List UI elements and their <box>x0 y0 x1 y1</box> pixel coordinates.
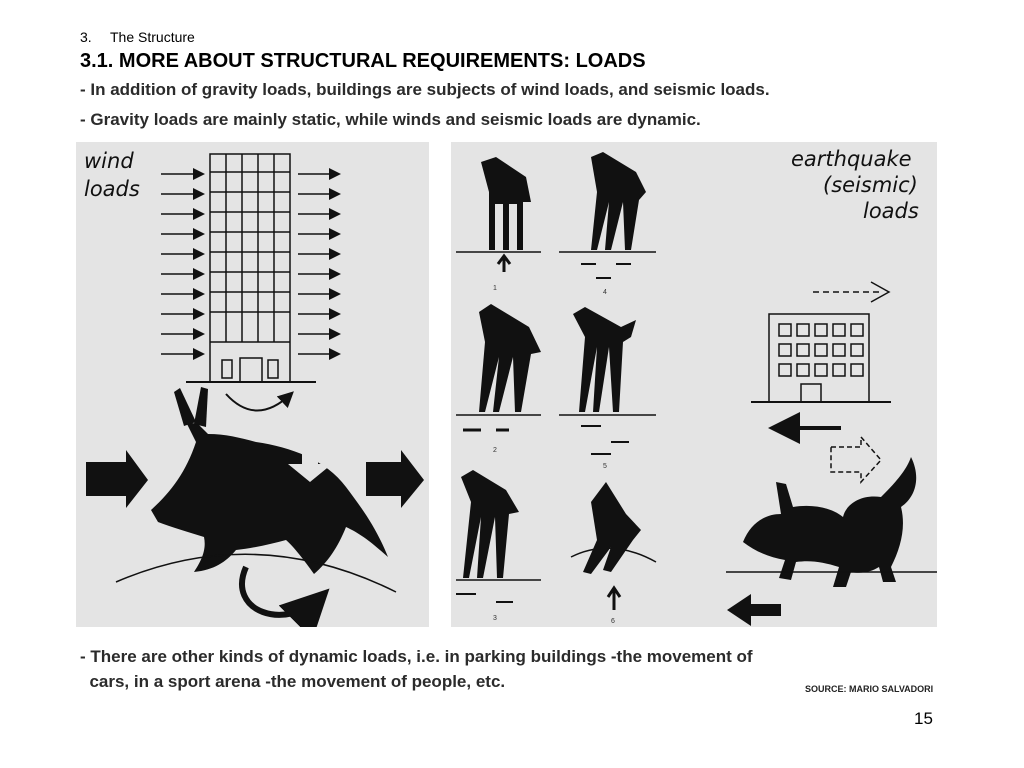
wind-push-arrow-left <box>86 450 148 508</box>
rotation-arrow <box>242 567 321 615</box>
page-number: 15 <box>914 709 933 728</box>
bullet-static-dynamic: - Gravity loads are mainly static, while winds and seismic loads are dynamic. <box>80 110 701 129</box>
seismic-loads-drawing <box>451 142 937 627</box>
building-icon <box>186 154 316 382</box>
aardvark-wind-figure <box>86 387 424 574</box>
bottom-note-line1: - There are other kinds of dynamic loads, i.e. in parking buildings -the movement of <box>80 647 753 666</box>
wind-loads-illustration <box>76 142 429 627</box>
frame-1-animal <box>456 157 541 292</box>
wind-label-line2: loads <box>84 177 140 201</box>
wind-loads-drawing <box>76 142 429 627</box>
source-credit: SOURCE: MARIO SALVADORI <box>805 684 934 694</box>
wind-push-arrow-right <box>366 450 424 508</box>
bullet-other-dynamic-loads <box>80 644 753 694</box>
frame-6-animal <box>571 482 656 625</box>
seismic-building-icon <box>751 282 891 402</box>
ground-curve <box>116 554 396 592</box>
frame-number-2: 2 <box>493 447 497 454</box>
bottom-note-line2: cars, in a sport arena -the movement of people, etc. <box>80 672 506 691</box>
section-number: 3. <box>80 29 92 45</box>
aardvark-seismic-figure <box>743 437 916 587</box>
frame-2-animal <box>456 304 541 454</box>
frame-5-animal <box>559 307 656 470</box>
frame-number-3: 3 <box>493 615 497 622</box>
frame-number-4: 4 <box>603 289 607 296</box>
slide-title: 3.1. MORE ABOUT STRUCTURAL REQUIREMENTS: LOADS <box>80 50 646 72</box>
frame-number-1: 1 <box>493 285 497 292</box>
bullet-gravity-wind-seismic: - In addition of gravity loads, buildings are subjects of wind loads, and seismic loads. <box>80 80 770 99</box>
section-heading <box>80 29 195 45</box>
seismic-loads-illustration <box>451 142 937 627</box>
frame-number-6: 6 <box>611 618 615 625</box>
frame-4-animal <box>559 152 656 296</box>
frame-3-animal <box>456 470 541 622</box>
earthquake-label-line2: (seismic) <box>823 173 918 197</box>
overturning-arrow <box>226 394 291 411</box>
wind-arrows-right <box>298 174 338 354</box>
earthquake-label-line3: loads <box>863 199 919 223</box>
ground-shift-arrow-bottom <box>727 594 781 626</box>
wind-label-line1: wind <box>84 149 134 173</box>
section-label: The Structure <box>110 29 195 45</box>
wind-arrows-left <box>161 174 202 354</box>
frame-number-5: 5 <box>603 463 607 470</box>
earthquake-label-line1: earthquake <box>791 147 912 171</box>
